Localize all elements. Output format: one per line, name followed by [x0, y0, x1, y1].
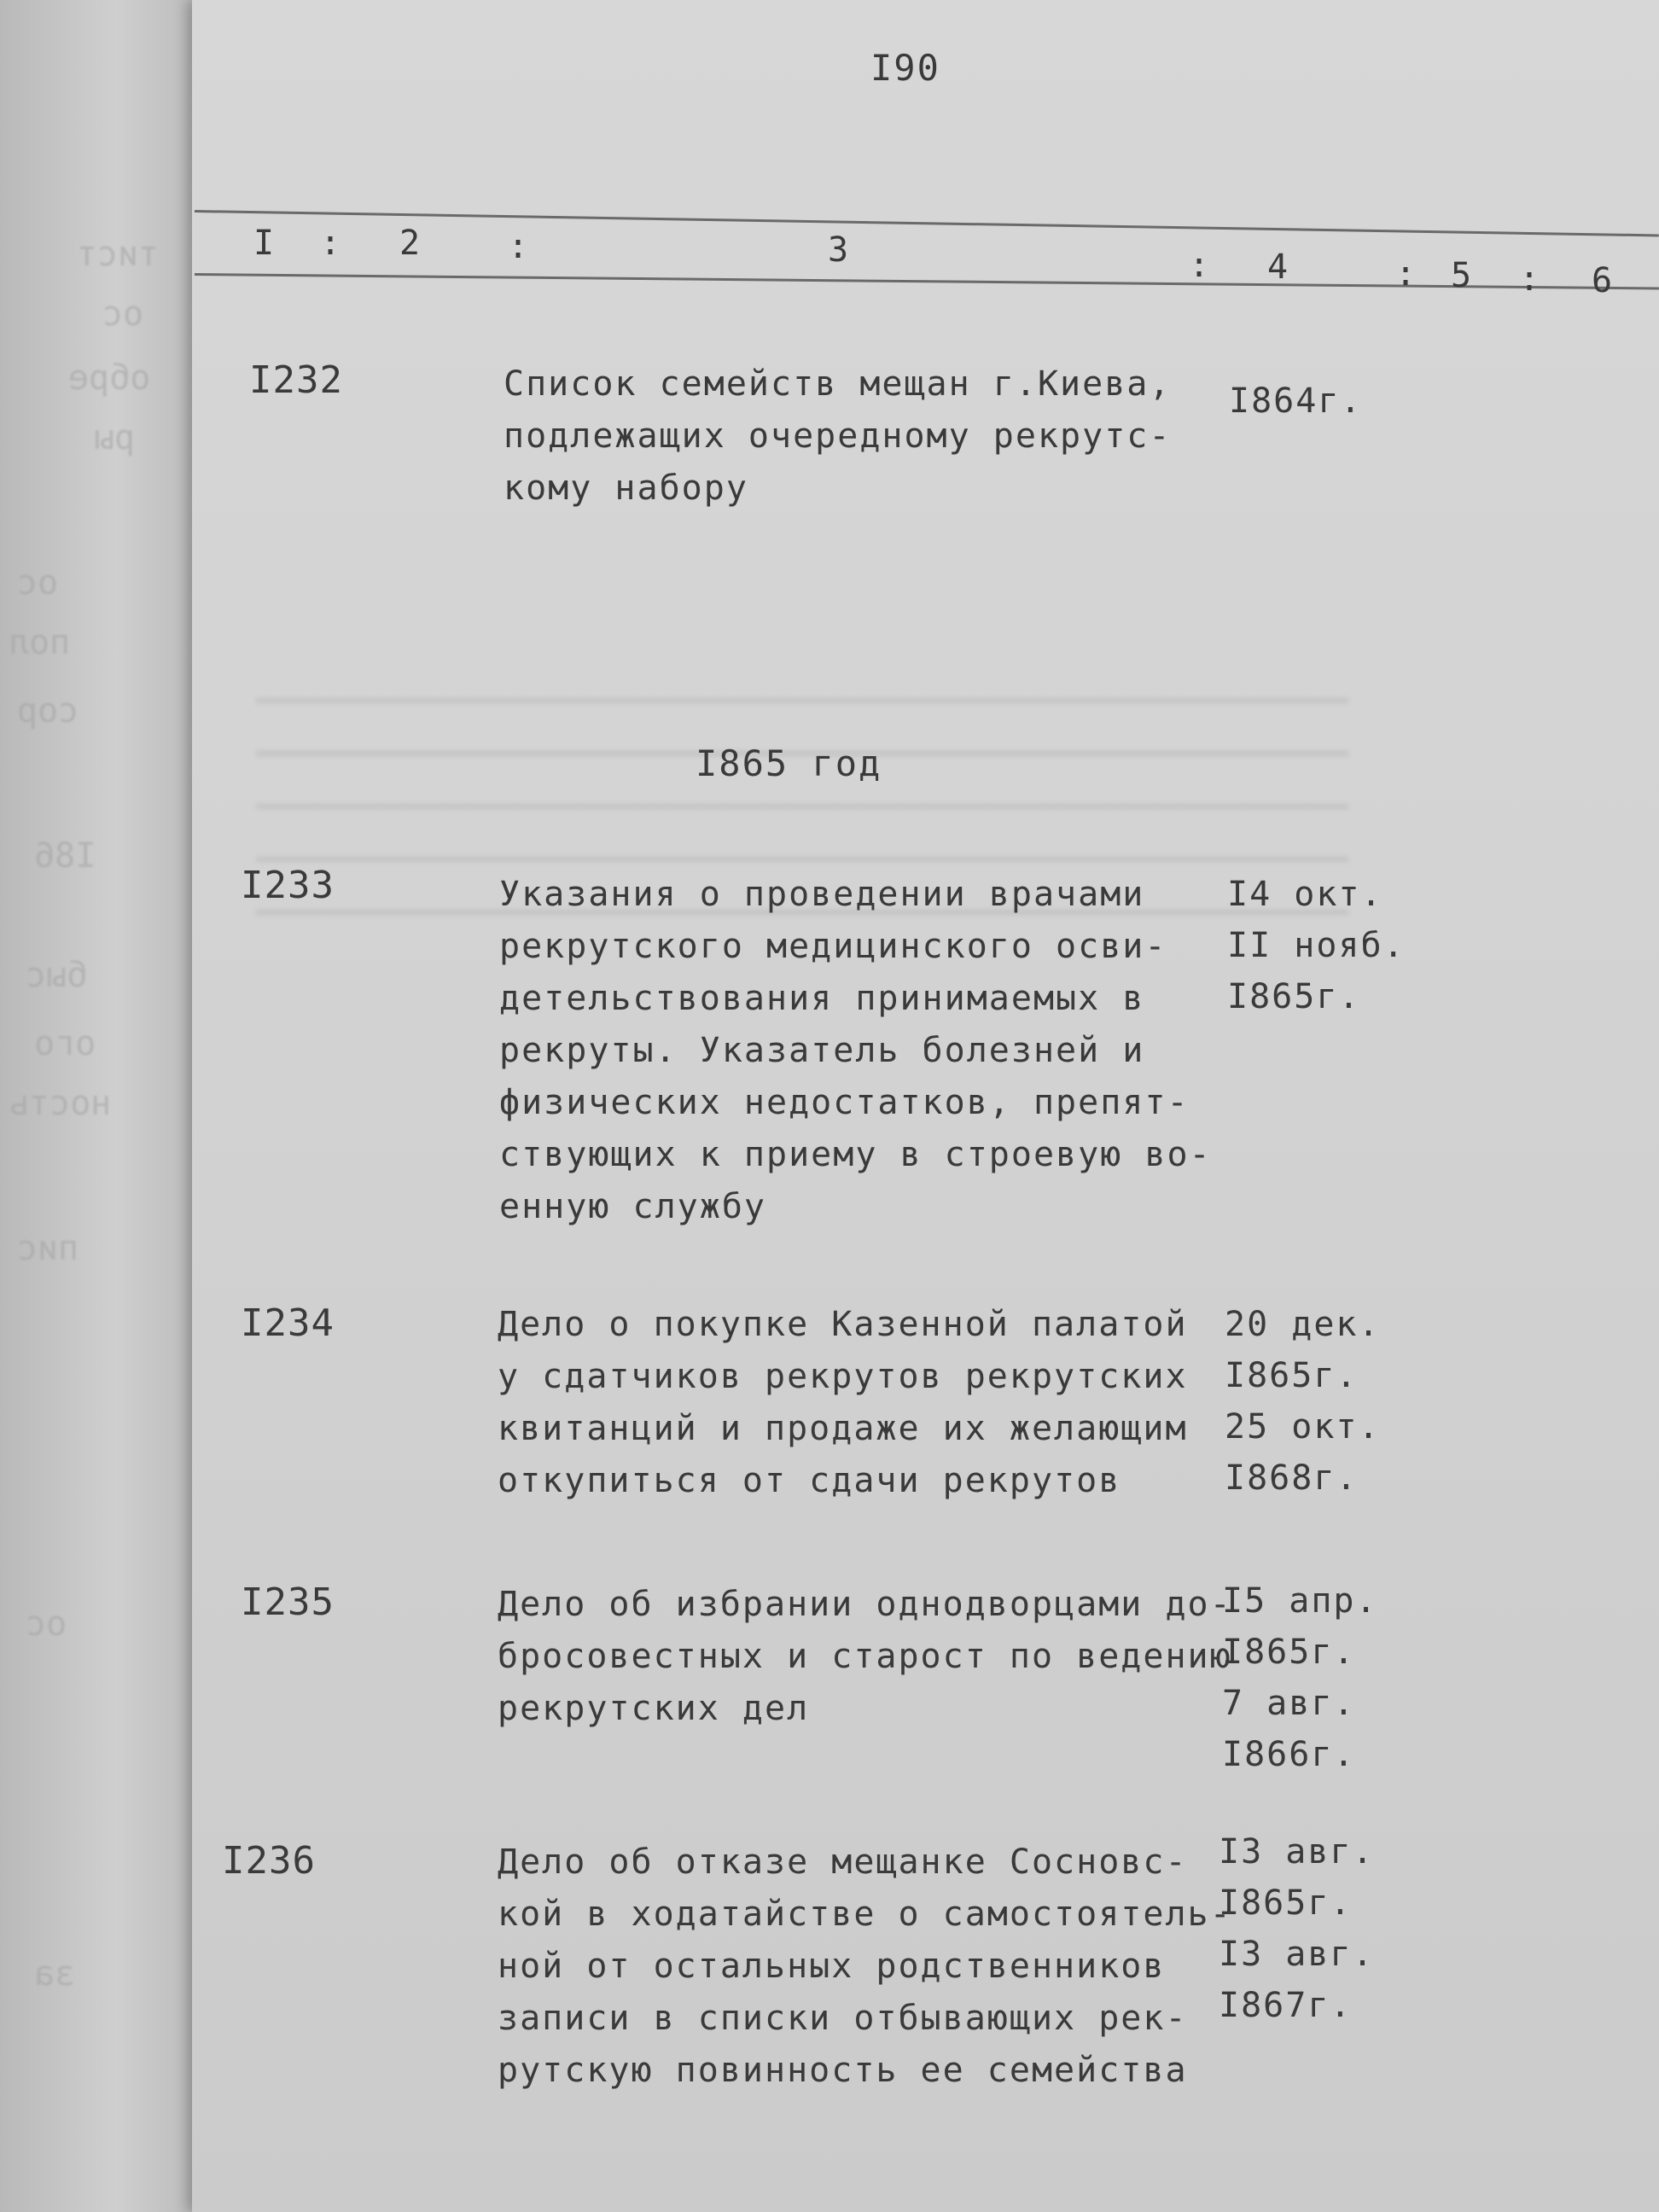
column-header-2: 2: [399, 224, 421, 263]
entry-title-line: квитанций и продаже их желающим: [498, 1409, 1188, 1448]
column-separator: :: [508, 227, 529, 266]
year-heading: I865 год: [696, 742, 882, 784]
bleed-through-text: сор: [17, 691, 79, 731]
entry-title-line: у сдатчиков рекрутов рекрутских: [498, 1357, 1188, 1396]
entry-date: I5 апр.: [1222, 1581, 1378, 1621]
entry-date: I3 авг.: [1219, 1935, 1375, 1974]
entry-title-line: Дело об отказе мещанке Сосновс-: [498, 1842, 1188, 1882]
entry-number: I235: [241, 1580, 335, 1624]
column-separator: :: [1519, 259, 1540, 299]
entry-title-line: подлежащих очередному рекрутс-: [504, 416, 1172, 456]
entry-title-line: рекрутского медицинского осви-: [499, 927, 1167, 966]
column-header-3: 3: [828, 230, 849, 270]
entry-number: I232: [249, 358, 343, 402]
entry-title-line: ствующих к приему в строевую во-: [499, 1135, 1212, 1174]
entry-date: II нояб.: [1227, 926, 1406, 965]
bleed-through-text: ры: [94, 418, 136, 457]
entry-title-line: рутскую повинность ее семейства: [498, 2051, 1188, 2090]
entry-title: [498, 1579, 1232, 1735]
bleed-through-text: пол: [9, 623, 71, 662]
column-separator: :: [320, 224, 341, 263]
bleed-through-text: ого: [34, 1024, 96, 1063]
entry-date: 25 окт.: [1225, 1407, 1381, 1447]
bleed-through-text: ность: [9, 1084, 112, 1123]
entry-number: I233: [241, 864, 335, 907]
column-header-4: 4: [1267, 247, 1289, 287]
entry-title-line: енную службу: [499, 1187, 766, 1226]
entry-title-line: записи в списки отбывающих рек-: [498, 1999, 1188, 2038]
entry-title-line: рекруты. Указатель болезней и: [499, 1031, 1145, 1070]
entry-date: I865г.: [1227, 977, 1361, 1016]
bleed-through-text: ос: [17, 563, 59, 602]
entry-title-line: Дело об избрании однодворцами до-: [498, 1585, 1232, 1624]
entry-title-line: Список семейств мещан г.Киева,: [504, 364, 1172, 404]
entry-dates: [1222, 1575, 1378, 1780]
entry-title: [504, 358, 1171, 515]
previous-page-edge: [0, 0, 192, 2212]
bleed-through-text: I86: [34, 836, 96, 876]
entry-title-line: физических недостатков, препят-: [499, 1083, 1190, 1122]
entry-title-line: откупиться от сдачи рекрутов: [498, 1461, 1121, 1500]
page-number: I90: [870, 47, 940, 89]
column-header-1: I: [253, 224, 275, 263]
entry-title: [499, 869, 1212, 1233]
entry-dates: [1219, 1826, 1375, 2031]
entry-number: I236: [222, 1839, 316, 1883]
entry-date: I866г.: [1222, 1735, 1356, 1774]
entry-date: I865г.: [1225, 1356, 1359, 1395]
entry-date: 20 дек.: [1225, 1305, 1381, 1344]
entry-date: I3 авг.: [1219, 1832, 1375, 1871]
bleed-through-text: ос: [26, 1604, 67, 1644]
column-header-5: 5: [1451, 256, 1472, 295]
entry-dates: [1229, 375, 1363, 427]
entry-date: I865г.: [1219, 1883, 1353, 1923]
entry-title: [498, 1299, 1188, 1507]
entry-date: I868г.: [1225, 1458, 1359, 1498]
bleed-through-text: обре: [68, 358, 151, 398]
entry-number: I234: [241, 1301, 335, 1345]
bleed-through-text: ос: [102, 294, 144, 334]
entry-title: [498, 1837, 1232, 2097]
entry-date: 7 авг.: [1222, 1684, 1356, 1723]
entry-date: I865г.: [1222, 1633, 1356, 1672]
entry-date: I4 окт.: [1227, 875, 1383, 914]
entry-title-line: рекрутских дел: [498, 1689, 810, 1728]
entry-title-line: кому набору: [504, 469, 748, 508]
column-separator: :: [1395, 254, 1417, 294]
bleed-through-text: тист: [77, 235, 160, 274]
entry-title-line: ной от остальных родственников: [498, 1947, 1166, 1986]
entry-dates: [1225, 1299, 1381, 1504]
entry-title-line: Указания о проведении врачами: [499, 875, 1145, 914]
entry-title-line: Дело о покупке Казенной палатой: [498, 1305, 1188, 1344]
entry-title-line: бросовестных и старост по ведению: [498, 1637, 1232, 1676]
entry-date: I867г.: [1219, 1986, 1353, 2025]
entry-title-line: детельствования принимаемых в: [499, 979, 1145, 1018]
column-separator: :: [1189, 246, 1210, 285]
entry-dates: [1227, 869, 1406, 1022]
entry-title-line: кой в ходатайстве о самостоятель-: [498, 1895, 1232, 1934]
bleed-through-text: за: [34, 1954, 76, 1994]
entry-date: I864г.: [1229, 381, 1363, 421]
bleed-through-text: быс: [26, 956, 88, 995]
column-header-6: 6: [1592, 261, 1613, 300]
bleed-through-text: пис: [17, 1229, 79, 1268]
